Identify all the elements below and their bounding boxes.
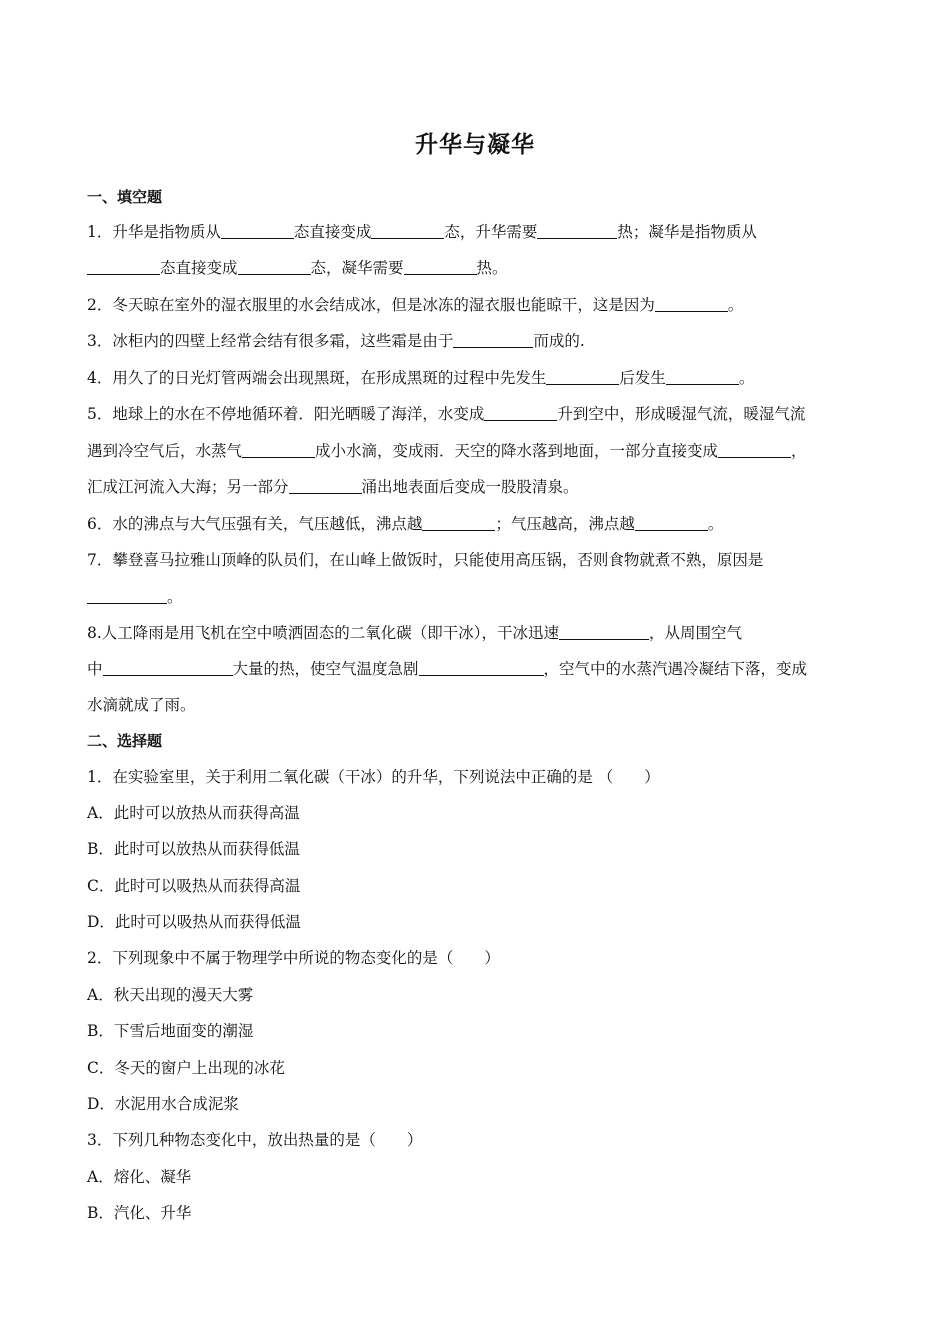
- answer-blank[interactable]: [221, 223, 294, 239]
- question-4: 4．用久了的日光灯管两端会出现黑斑，在形成黑斑的过程中先发生 后发生 。: [87, 369, 755, 387]
- answer-blank[interactable]: [87, 259, 160, 275]
- choice-question-3: 3．下列几种物态变化中，放出热量的是（ ）: [87, 1131, 423, 1149]
- answer-blank[interactable]: [404, 259, 477, 275]
- question-7-line-1: 7．攀登喜马拉雅山顶峰的队员们，在山峰上做饭时，只能使用高压锅，否则食物就煮不熟，原因是: [87, 551, 764, 569]
- answer-blank[interactable]: [718, 442, 791, 458]
- answer-blank[interactable]: [666, 369, 739, 385]
- question-5-line-2: 遇到冷空气后，水蒸气 成小水滴，变成雨．天空的降水落到地面，一部分直接变成 ，: [87, 442, 807, 460]
- answer-blank[interactable]: [537, 223, 617, 239]
- section-heading-fill-in: 一、填空题: [87, 188, 163, 206]
- choice-option[interactable]: C．冬天的窗户上出现的冰花: [87, 1059, 285, 1077]
- answer-blank[interactable]: [484, 405, 557, 421]
- question-8-line-2: 中 大量的热，使空气温度急剧 ，空气中的水蒸汽遇冷凝结下落，变成: [87, 660, 808, 678]
- answer-blank[interactable]: [559, 624, 649, 640]
- question-7-line-2: 。: [87, 587, 867, 607]
- answer-blank[interactable]: [238, 259, 311, 275]
- question-2: 2．冬天晾在室外的湿衣服里的水会结成冰，但是冰冻的湿衣服也能晾干，这是因为 。: [87, 296, 744, 314]
- answer-blank[interactable]: [419, 660, 544, 676]
- answer-blank[interactable]: [655, 296, 728, 312]
- choice-option[interactable]: B．此时可以放热从而获得低温: [87, 840, 300, 858]
- answer-blank[interactable]: [87, 588, 167, 604]
- answer-blank[interactable]: [289, 478, 362, 494]
- section-heading-choice: 二、选择题: [87, 732, 163, 750]
- choice-option[interactable]: A．此时可以放热从而获得高温: [87, 804, 300, 822]
- choice-option[interactable]: A．秋天出现的漫天大雾: [87, 986, 254, 1004]
- question-5-line-1: 5．地球上的水在不停地循环着．阳光晒暖了海洋，水变成 升到空中，形成暖湿气流，暖湿气流: [87, 405, 806, 423]
- answer-blank[interactable]: [635, 515, 708, 531]
- question-3: 3．冰柜内的四壁上经常会结有很多霜，这些霜是由于 而成的.: [87, 332, 585, 350]
- question-5-line-3: 汇成江河流入大海；另一部分 涌出地表面后变成一股股清泉。: [87, 478, 579, 496]
- question-1-line-2: 态直接变成 态，凝华需要 热。: [87, 258, 867, 278]
- choice-option[interactable]: A．熔化、凝华: [87, 1168, 192, 1186]
- choice-option[interactable]: B．下雪后地面变的潮湿: [87, 1022, 254, 1040]
- answer-blank[interactable]: [371, 223, 444, 239]
- answer-blank[interactable]: [103, 660, 233, 676]
- choice-question-2: 2．下列现象中不属于物理学中所说的物态变化的是（ ）: [87, 949, 500, 967]
- choice-option[interactable]: D．此时可以吸热从而获得低温: [87, 913, 301, 931]
- question-8-line-1: 8.人工降雨是用飞机在空中喷洒固态的二氧化碳（即干冰），干冰迅速 ，从周围空气: [87, 624, 743, 642]
- page-title: 升华与凝华: [415, 132, 535, 158]
- question-8-line-3: 水滴就成了雨。: [87, 696, 196, 714]
- answer-blank[interactable]: [546, 369, 619, 385]
- choice-question-1: 1．在实验室里，关于利用二氧化碳（干冰）的升华，下列说法中正确的是 （ ）: [87, 768, 660, 786]
- choice-option[interactable]: C．此时可以吸热从而获得高温: [87, 877, 301, 895]
- choice-option[interactable]: D．水泥用水合成泥浆: [87, 1095, 239, 1113]
- question-1-line-1: 1．升华是指物质从 态直接变成 态，升华需要 热；凝华是指物质从: [87, 223, 757, 241]
- choice-option[interactable]: B．汽化、升华: [87, 1204, 192, 1222]
- answer-blank[interactable]: [422, 515, 495, 531]
- question-6: 6．水的沸点与大气压强有关，气压越低，沸点越 ；气压越高，沸点越 。: [87, 515, 724, 533]
- answer-blank[interactable]: [453, 332, 533, 348]
- answer-blank[interactable]: [242, 442, 315, 458]
